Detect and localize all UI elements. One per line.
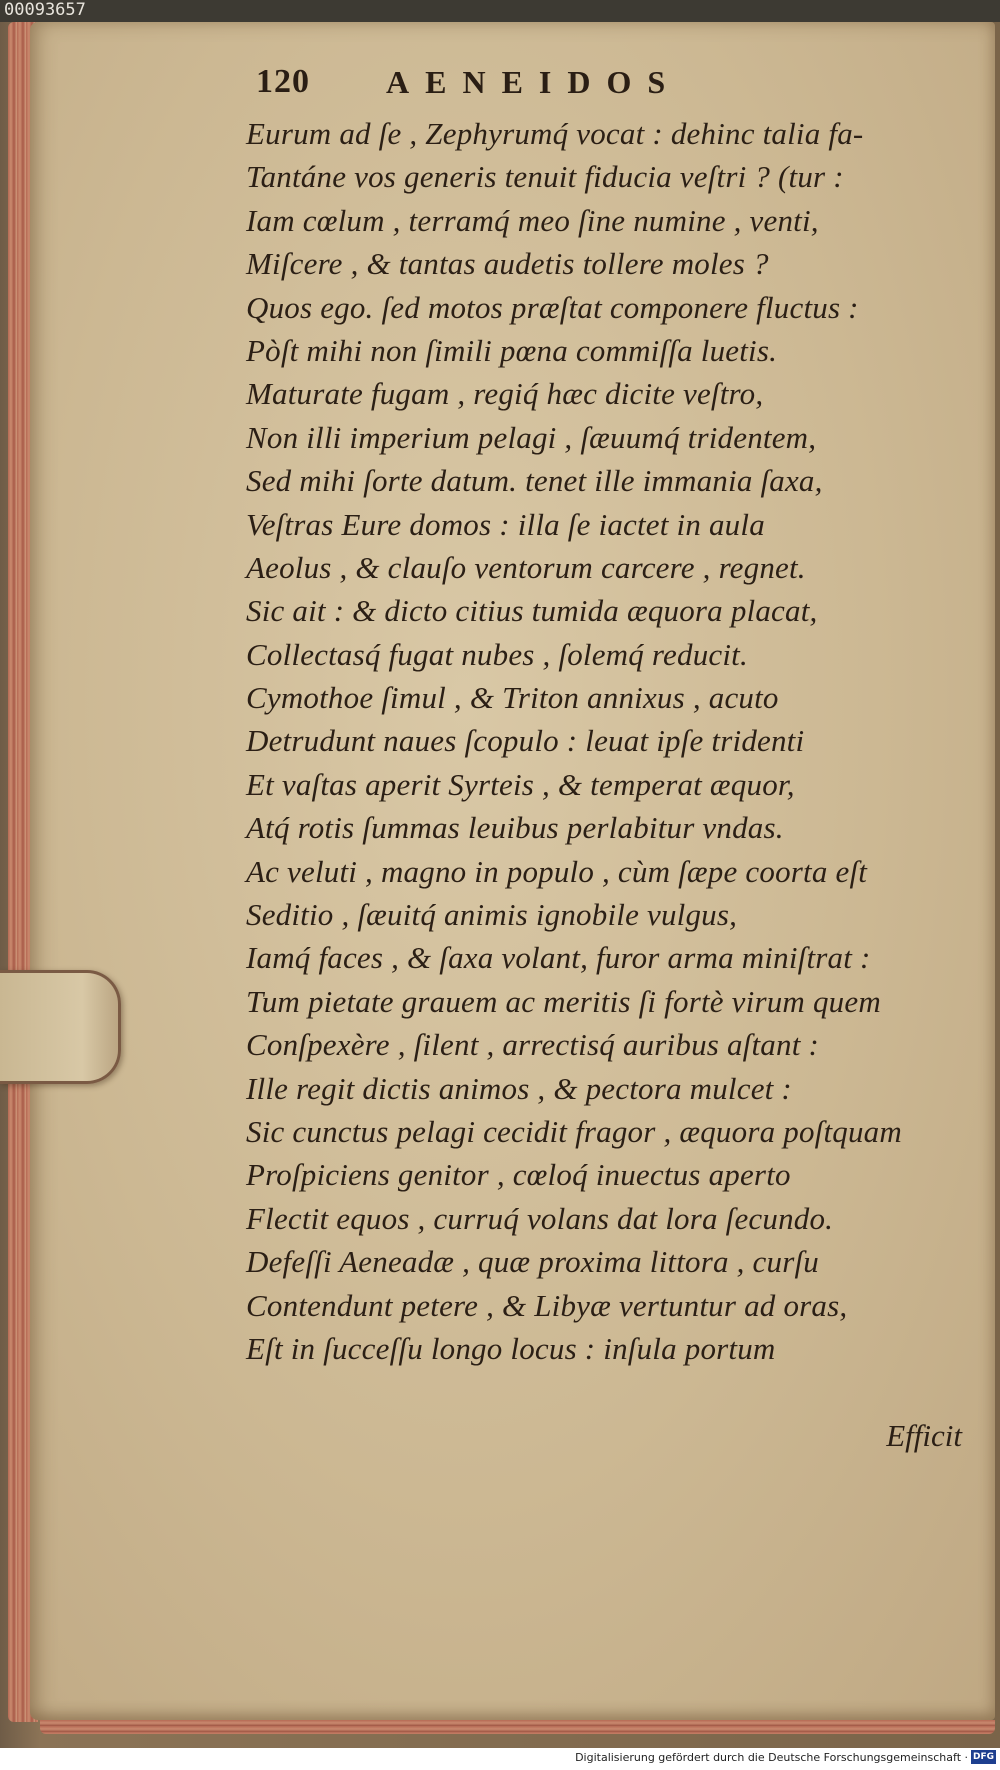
verse-line: Ac veluti , magno in populo , cùm ſæpe coorta eſt	[246, 853, 868, 889]
verse-line: Atq́ rotis ſummas leuibus perlabitur vndas.	[246, 810, 784, 846]
verse-line: Aeolus , & clauſo ventorum carcere , regnet.	[246, 549, 806, 585]
scan-header-strip	[0, 0, 1000, 22]
verse-line: Collectasq́ fugat nubes , ſolemq́ reducit.	[246, 636, 748, 672]
running-head	[256, 60, 796, 104]
digitization-credit: Digitalisierung gefördert durch die Deutsche Forschungsgemeinschaft ·	[575, 1751, 968, 1764]
verse-line: Tum pietate grauem ac meritis ſi fortè virum quem	[246, 983, 881, 1019]
verse-line: Iamq́ faces , & ſaxa volant, furor arma miniſtrat :	[246, 940, 871, 976]
verse-line: Contendunt petere , & Libyæ vertuntur ad oras,	[246, 1287, 848, 1323]
verse-line: Pòſt mihi non ſimili pœna commiſſa luetis.	[246, 332, 778, 368]
verse-line: Eſt in ſucceſſu longo locus : inſula portum	[246, 1330, 776, 1366]
verse-line: Sed mihi ſorte datum. tenet ille immania ſaxa,	[246, 463, 823, 499]
scan-id-label: 00093657	[4, 0, 86, 20]
book-title: AENEIDOS	[386, 63, 682, 100]
verse-line: Sic ait : & dicto citius tumida æquora placat,	[246, 593, 818, 629]
verse-line: Cymothoe ſimul , & Triton annixus , acuto	[246, 680, 779, 716]
verse-line: Seditio , ſæuitq́ animis ignobile vulgus,	[246, 897, 738, 933]
dfg-logo-icon: DFG	[972, 1752, 994, 1762]
verse-line: Detrudunt naues ſcopulo : leuat ipſe tridenti	[246, 723, 805, 759]
verse-line: Quos ego. ſed motos præſtat componere fluctus :	[246, 289, 859, 325]
verse-line: Non illi imperium pelagi , ſæuumq́ tridentem,	[246, 419, 817, 455]
page-edges-bottom	[40, 1720, 995, 1734]
verse-line: Conſpexère , ſilent , arrectisq́ auribus aſtant :	[246, 1027, 819, 1063]
verse-line: Proſpiciens genitor , cœloq́ inuectus aperto	[246, 1157, 791, 1193]
verse-text-block	[246, 112, 968, 1370]
verse-line: Eurum ad ſe , Zephyrumq́ vocat : dehinc talia fa-	[246, 116, 864, 151]
page-number: 120	[256, 63, 310, 100]
verse-line: Defeſſi Aeneadæ , quæ proxima littora , curſu	[246, 1244, 819, 1280]
verse-line: Tantáne vos generis tenuit fiducia veſtri ? (tur :	[246, 159, 844, 195]
verse-line: Sic cunctus pelagi cecidit fragor , æquora poſtquam	[246, 1113, 902, 1149]
verse-line: Miſcere , & tantas audetis tollere moles ?	[246, 246, 769, 282]
verse-line: Maturate fugam , regiq́ hæc dicite veſtro,	[246, 376, 764, 412]
verse-line: Ille regit dictis animos , & pectora mulcet :	[246, 1070, 792, 1106]
verse-line: Iam cœlum , terramq́ meo ſine numine , venti,	[246, 202, 819, 238]
catchword: Efficit	[886, 1418, 962, 1453]
verse-line: Et vaſtas aperit Syrteis , & temperat æquor,	[246, 766, 795, 802]
verse-line: Veſtras Eure domos : illa ſe iactet in aula	[246, 506, 765, 542]
page-tab-marker	[0, 970, 121, 1084]
verse-line: Flectit equos , curruq́ volans dat lora ſecundo.	[246, 1200, 834, 1236]
